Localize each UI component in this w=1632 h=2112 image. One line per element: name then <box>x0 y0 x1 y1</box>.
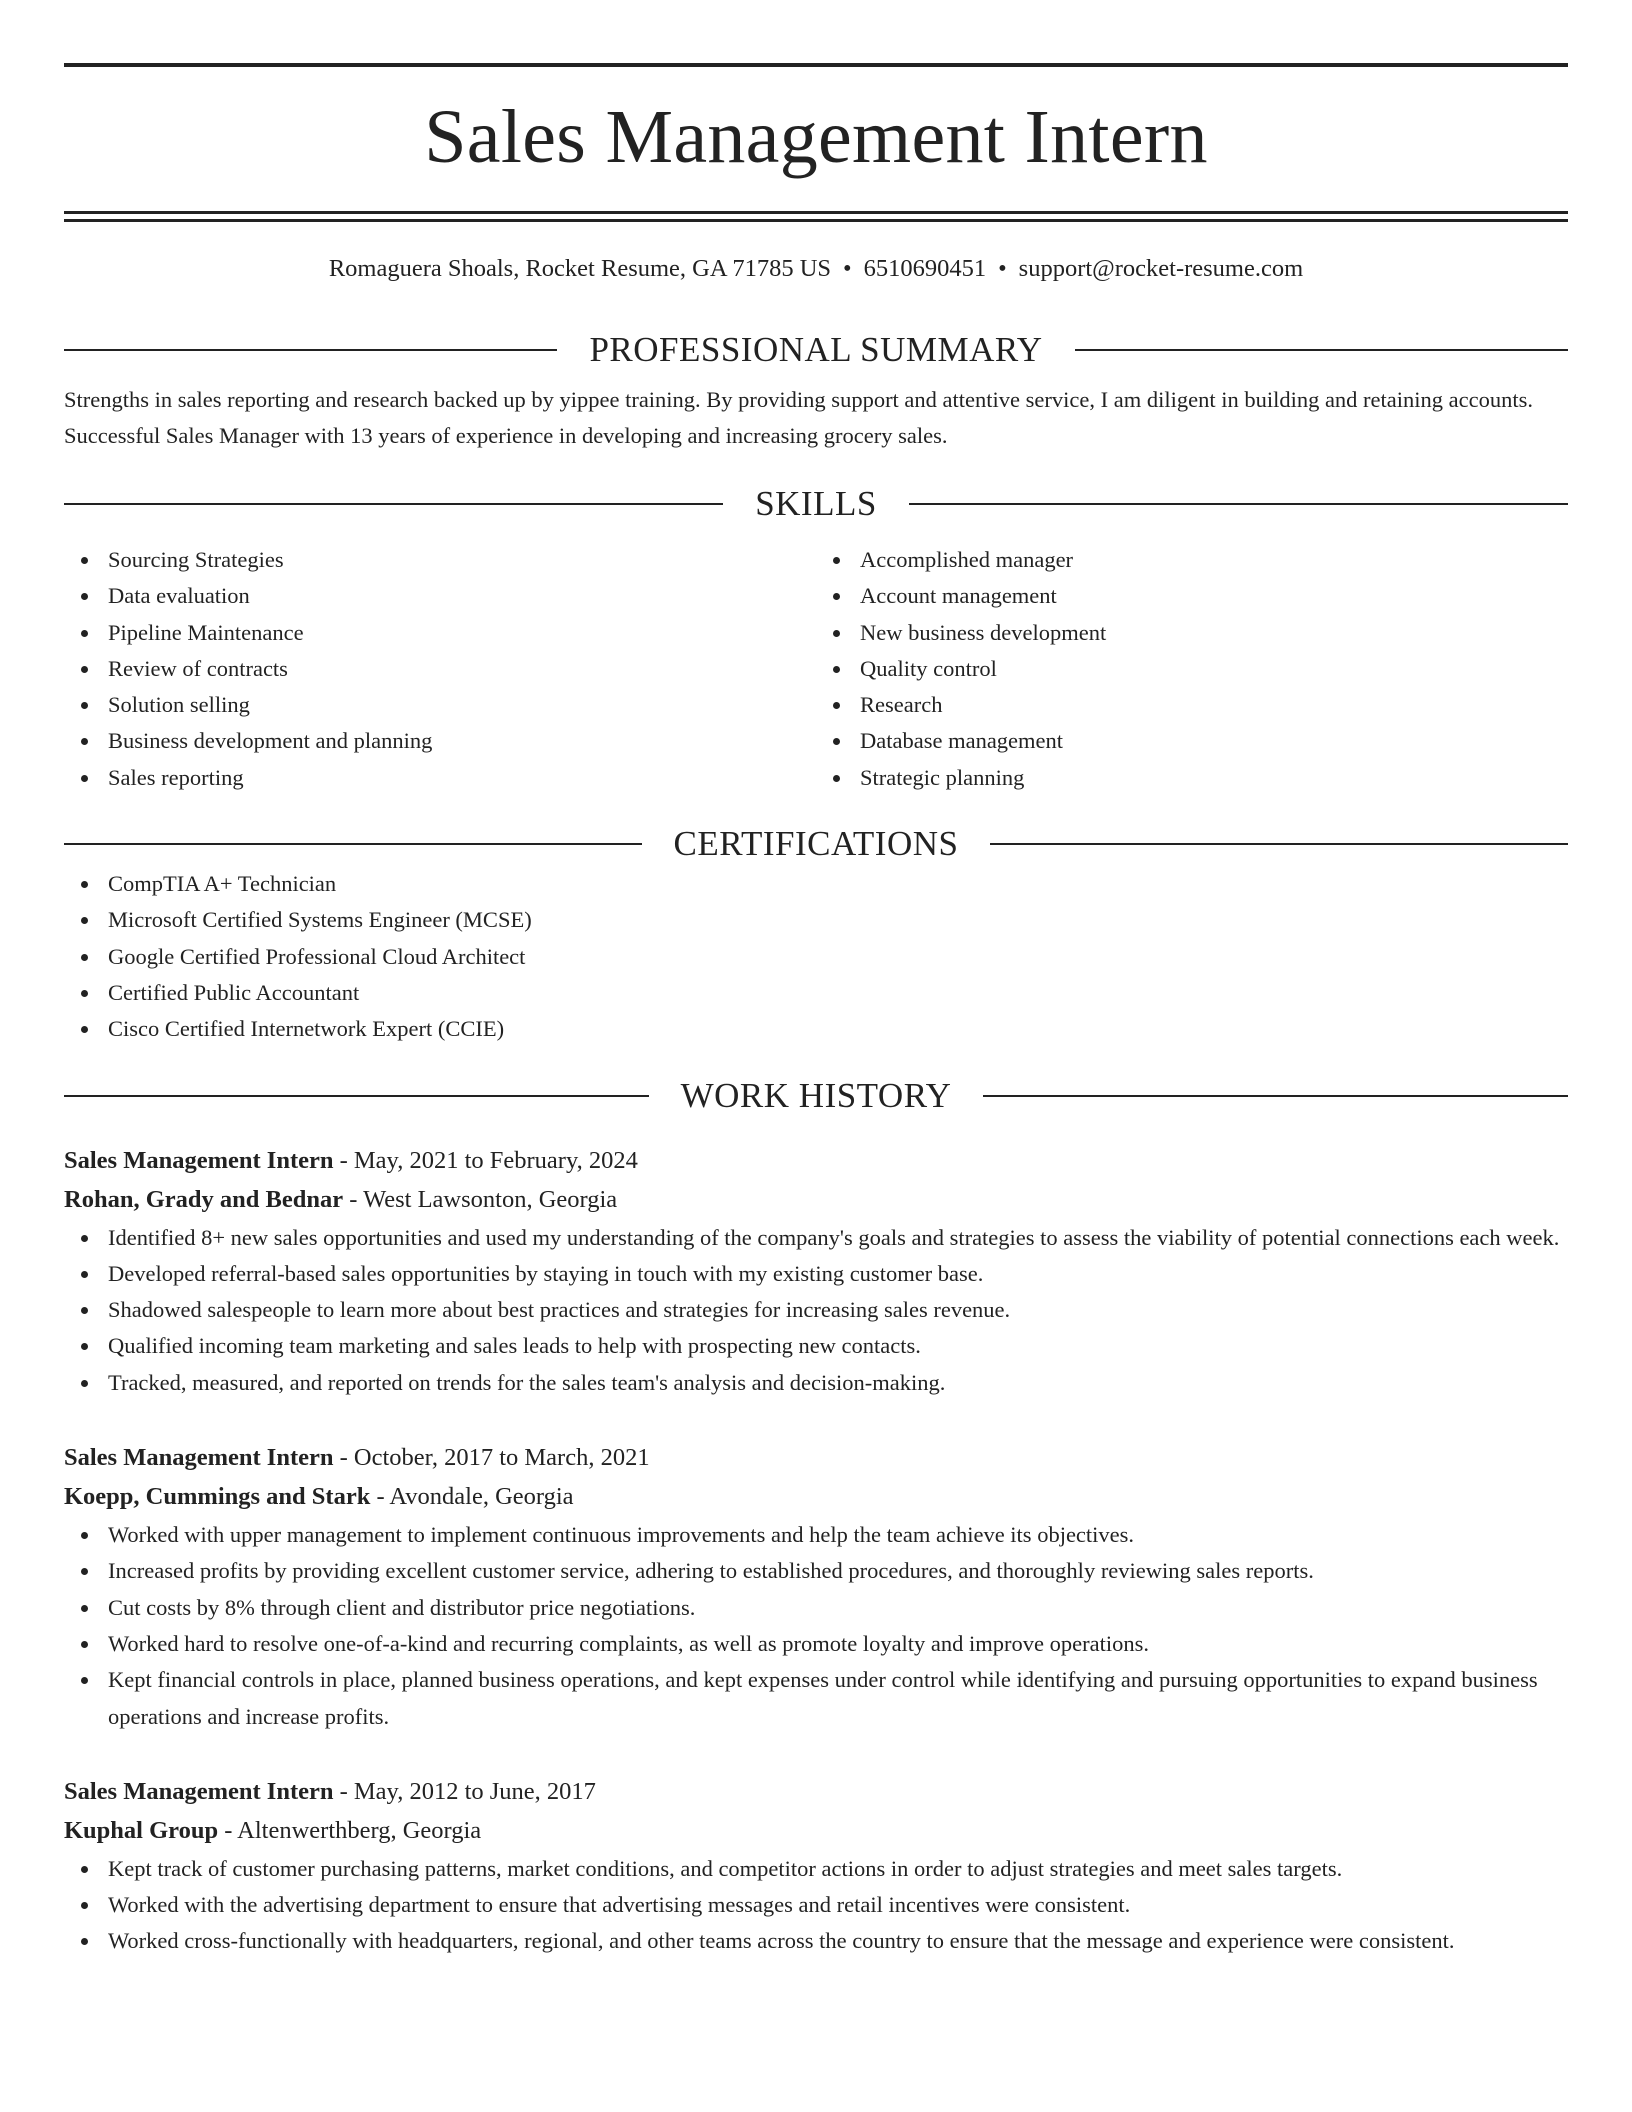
certification-item: CompTIA A+ Technician <box>64 866 1568 902</box>
job-bullet: Tracked, measured, and reported on trends for the sales team's analysis and decision-making. <box>64 1365 1568 1401</box>
heading-rule <box>990 843 1568 845</box>
skill-item: Business development and planning <box>64 723 816 759</box>
certification-item: Certified Public Accountant <box>64 975 1568 1011</box>
skills-right-list <box>816 542 1568 796</box>
skills-columns <box>64 542 1568 796</box>
job-bullet: Worked cross-functionally with headquarters, regional, and other teams across the country to ensure that the message and experience were consistent. <box>64 1923 1568 1959</box>
job-bullet: Identified 8+ new sales opportunities and used my understanding of the company's goals and strategies to assess the viability of potential connections each week. <box>64 1220 1568 1256</box>
job-bullet: Shadowed salespeople to learn more about best practices and strategies for increasing sales revenue. <box>64 1292 1568 1328</box>
section-heading-skills <box>64 482 1568 526</box>
job-title-line <box>64 1439 1568 1477</box>
certification-item: Microsoft Certified Systems Engineer (MCSE) <box>64 902 1568 938</box>
heading-rule <box>909 503 1568 505</box>
skills-left-list <box>64 542 816 796</box>
skill-item: Research <box>816 687 1568 723</box>
skill-item: Data evaluation <box>64 578 816 614</box>
job-bullet: Worked with the advertising department to ensure that advertising messages and retail incentives were consistent. <box>64 1887 1568 1923</box>
skill-item: Quality control <box>816 651 1568 687</box>
certification-item: Google Certified Professional Cloud Architect <box>64 939 1568 975</box>
heading-rule <box>64 503 723 505</box>
job-bullet: Kept financial controls in place, planned business operations, and kept expenses under control while identifying and pursuing opportunities to expand business operations and increase profits. <box>64 1662 1568 1735</box>
heading-rule <box>983 1095 1568 1097</box>
job-company: Koepp, Cummings and Stark <box>64 1483 371 1511</box>
heading-rule <box>64 1095 649 1097</box>
job-company-line <box>64 1477 1568 1517</box>
section-title: SKILLS <box>755 484 877 523</box>
skill-item: Database management <box>816 723 1568 759</box>
section-heading-work-history <box>64 1074 1568 1118</box>
section-heading-certifications <box>64 822 1568 866</box>
job-company: Kuphal Group <box>64 1816 219 1844</box>
skill-item: Solution selling <box>64 687 816 723</box>
contact-separator: • <box>843 255 852 282</box>
job-bullet: Cut costs by 8% through client and distributor price negotiations. <box>64 1590 1568 1626</box>
job-bullet: Kept track of customer purchasing patterns, market conditions, and competitor actions in order to adjust strategies and meet sales targets. <box>64 1851 1568 1887</box>
skill-item: Strategic planning <box>816 760 1568 796</box>
section-heading-summary <box>64 328 1568 372</box>
resume-title: Sales Management Intern <box>424 95 1208 179</box>
title-double-rule <box>64 211 1568 214</box>
heading-rule <box>1075 349 1568 351</box>
summary-text: Strengths in sales reporting and research backed up by yippee training. By providing support and attentive service, I am diligent in building and retaining accounts. Successful Sales Manager with 13 years of experience in developing and increasing grocery sales. <box>64 387 1533 448</box>
job-title-line <box>64 1773 1568 1811</box>
contact-email: support@rocket-resume.com <box>1018 255 1304 282</box>
heading-rule <box>64 843 642 845</box>
job-bullets <box>64 1220 1568 1401</box>
job-title: Sales Management Intern <box>64 1444 334 1472</box>
job-bullet: Qualified incoming team marketing and sales leads to help with prospecting new contacts. <box>64 1328 1568 1364</box>
job-bullet: Worked with upper management to implement continuous improvements and help the team achieve its objectives. <box>64 1517 1568 1553</box>
job-company-line <box>64 1180 1568 1220</box>
job-company-line <box>64 1811 1568 1851</box>
resume-page <box>64 0 1568 1960</box>
job-title-line <box>64 1142 1568 1180</box>
skill-item: New business development <box>816 615 1568 651</box>
job-location: - Avondale, Georgia <box>370 1483 574 1511</box>
job-dates: - May, 2012 to June, 2017 <box>333 1777 596 1805</box>
skill-item: Review of contracts <box>64 651 816 687</box>
job-title: Sales Management Intern <box>64 1777 334 1805</box>
job-bullet: Worked hard to resolve one-of-a-kind and recurring complaints, as well as promote loyalty and improve operations. <box>64 1626 1568 1662</box>
certifications-list <box>64 866 1568 1047</box>
section-title: WORK HISTORY <box>680 1075 952 1115</box>
skill-item: Sales reporting <box>64 760 816 796</box>
skill-item: Pipeline Maintenance <box>64 615 816 651</box>
job-dates: - May, 2021 to February, 2024 <box>333 1146 638 1174</box>
heading-rule <box>64 349 557 351</box>
top-rule <box>64 63 1568 67</box>
job-bullets <box>64 1517 1568 1735</box>
job-location: - Altenwerthberg, Georgia <box>218 1816 482 1844</box>
job-entry <box>64 1439 1568 1735</box>
contact-address: Romaguera Shoals, Rocket Resume, GA 71785 US <box>328 255 832 282</box>
job-location: - West Lawsonton, Georgia <box>343 1185 618 1213</box>
skill-item: Account management <box>816 578 1568 614</box>
contact-line <box>64 254 1568 284</box>
section-title: PROFESSIONAL SUMMARY <box>589 330 1043 369</box>
contact-phone: 6510690451 <box>863 255 987 282</box>
skill-item: Sourcing Strategies <box>64 542 816 578</box>
job-company: Rohan, Grady and Bednar <box>64 1185 344 1213</box>
certification-item: Cisco Certified Internetwork Expert (CCIE) <box>64 1011 1568 1047</box>
job-bullets <box>64 1851 1568 1960</box>
job-dates: - October, 2017 to March, 2021 <box>333 1444 650 1472</box>
job-bullet: Developed referral-based sales opportunities by staying in touch with my existing customer base. <box>64 1256 1568 1292</box>
job-entry <box>64 1773 1568 1960</box>
job-bullet: Increased profits by providing excellent customer service, adhering to established procedures, and thoroughly reviewing sales reports. <box>64 1553 1568 1589</box>
job-title: Sales Management Intern <box>64 1146 334 1174</box>
section-title: CERTIFICATIONS <box>673 824 959 864</box>
skill-item: Accomplished manager <box>816 542 1568 578</box>
job-entry <box>64 1142 1568 1401</box>
contact-separator: • <box>998 255 1007 282</box>
